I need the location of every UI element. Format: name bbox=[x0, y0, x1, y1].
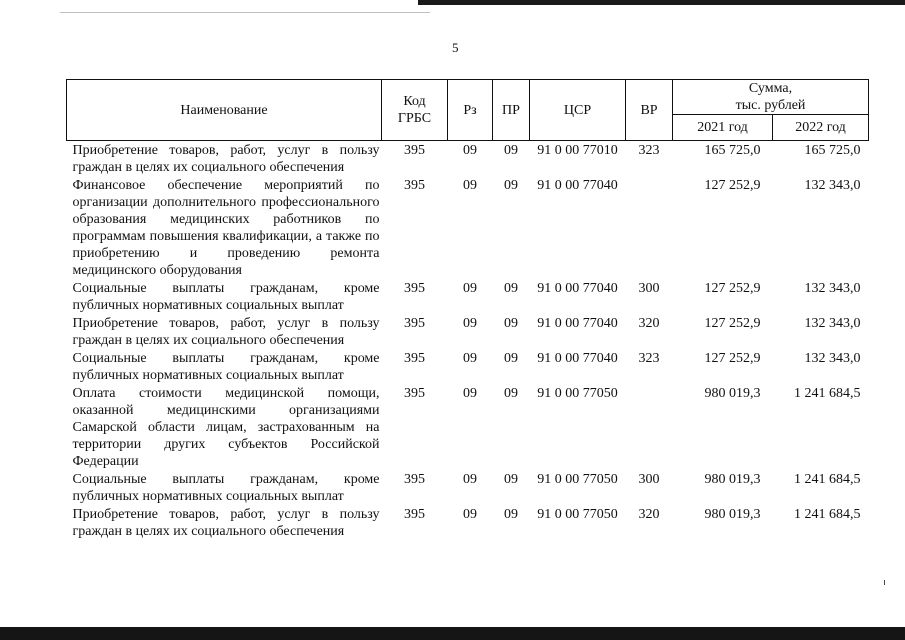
cell-csr: 91 0 00 77010 bbox=[537, 143, 618, 158]
scan-edge-top bbox=[418, 0, 905, 5]
cell-vr bbox=[626, 176, 673, 279]
page-number: 5 bbox=[452, 40, 459, 55]
cell-sum-2021: 165 725,0 bbox=[704, 143, 761, 158]
cell-rz: 09 bbox=[463, 351, 477, 366]
cell-vr: 323 bbox=[638, 351, 660, 366]
table-body bbox=[67, 141, 869, 541]
header-code bbox=[382, 80, 448, 141]
cell-csr: 91 0 00 77040 bbox=[537, 316, 618, 331]
cell-rz: 09 bbox=[463, 386, 477, 401]
cell-code-grbs: 395 bbox=[404, 281, 425, 296]
header-sum-line1: Сумма, bbox=[748, 81, 793, 96]
header-pr: ПР bbox=[493, 80, 530, 141]
table-row bbox=[67, 141, 869, 177]
cell-pr: 09 bbox=[504, 143, 518, 158]
cell-pr: 09 bbox=[504, 351, 518, 366]
cell-code-grbs: 395 bbox=[404, 507, 425, 522]
table-row bbox=[67, 470, 869, 505]
cell-csr: 91 0 00 77040 bbox=[537, 178, 618, 193]
header-code-line1: Код bbox=[403, 94, 426, 109]
scan-edge-bottom bbox=[0, 627, 905, 640]
header-year-2022: 2022 год bbox=[773, 115, 869, 141]
cell-name: Социальные выплаты гражданам, кроме публичных нормативных социальных выплат bbox=[72, 351, 380, 383]
cell-name: Приобретение товаров, работ, услуг в пользу граждан в целях их социального обеспечения bbox=[72, 507, 380, 539]
cell-code-grbs: 395 bbox=[404, 143, 425, 158]
cell-pr: 09 bbox=[504, 507, 518, 522]
budget-table bbox=[66, 79, 869, 540]
cell-csr: 91 0 00 77050 bbox=[537, 472, 618, 487]
table-header bbox=[67, 80, 869, 141]
cell-vr: 300 bbox=[638, 472, 660, 487]
scan-mark bbox=[884, 580, 885, 585]
cell-sum-2022: 132 343,0 bbox=[804, 178, 861, 193]
cell-vr: 320 bbox=[638, 507, 660, 522]
cell-rz: 09 bbox=[463, 507, 477, 522]
cell-rz: 09 bbox=[463, 316, 477, 331]
cell-csr: 91 0 00 77040 bbox=[537, 281, 618, 296]
cell-sum-2022: 1 241 684,5 bbox=[794, 472, 861, 487]
cell-name: Финансовое обеспечение мероприятий по организации дополнительного профессионального образования медицинских работников по программам повышения квалификации, а также по приобретению и проведению ремонта медицинского оборудования bbox=[72, 178, 380, 278]
cell-csr: 91 0 00 77050 bbox=[537, 507, 618, 522]
table-row bbox=[67, 349, 869, 384]
cell-pr: 09 bbox=[504, 472, 518, 487]
cell-rz: 09 bbox=[463, 143, 477, 158]
cell-sum-2021: 980 019,3 bbox=[704, 507, 761, 522]
cell-sum-2022: 1 241 684,5 bbox=[794, 507, 861, 522]
cell-vr: 320 bbox=[638, 316, 660, 331]
cell-sum-2022: 132 343,0 bbox=[804, 351, 861, 366]
cell-sum-2022: 132 343,0 bbox=[804, 316, 861, 331]
header-code-line2: ГРБС bbox=[397, 111, 432, 126]
cell-vr: 323 bbox=[638, 143, 660, 158]
cell-code-grbs: 395 bbox=[404, 316, 425, 331]
table-row bbox=[67, 384, 869, 470]
cell-sum-2021: 127 252,9 bbox=[704, 351, 761, 366]
cell-pr: 09 bbox=[504, 316, 518, 331]
cell-sum-2021: 127 252,9 bbox=[704, 281, 761, 296]
cell-csr: 91 0 00 77050 bbox=[537, 386, 618, 401]
cell-sum-2021: 980 019,3 bbox=[704, 386, 761, 401]
cell-sum-2021: 127 252,9 bbox=[704, 178, 761, 193]
cell-code-grbs: 395 bbox=[404, 386, 425, 401]
cell-pr: 09 bbox=[504, 281, 518, 296]
scan-line-top bbox=[60, 12, 430, 13]
cell-csr: 91 0 00 77040 bbox=[537, 351, 618, 366]
cell-name: Приобретение товаров, работ, услуг в пользу граждан в целях их социального обеспечения bbox=[72, 316, 380, 348]
header-vr: ВР bbox=[626, 80, 673, 141]
header-year-2021: 2021 год bbox=[673, 115, 773, 141]
cell-code-grbs: 395 bbox=[404, 351, 425, 366]
cell-vr: 300 bbox=[638, 281, 660, 296]
cell-sum-2021: 127 252,9 bbox=[704, 316, 761, 331]
cell-name: Приобретение товаров, работ, услуг в пользу граждан в целях их социального обеспечения bbox=[72, 143, 380, 175]
cell-sum-2022: 165 725,0 bbox=[804, 143, 861, 158]
header-sum bbox=[673, 80, 869, 115]
header-csr: ЦСР bbox=[530, 80, 626, 141]
cell-name: Социальные выплаты гражданам, кроме публичных нормативных социальных выплат bbox=[72, 281, 380, 313]
header-rz: Рз bbox=[448, 80, 493, 141]
cell-rz: 09 bbox=[463, 472, 477, 487]
cell-name: Социальные выплаты гражданам, кроме публичных нормативных социальных выплат bbox=[72, 472, 380, 504]
cell-rz: 09 bbox=[463, 281, 477, 296]
table-row bbox=[67, 314, 869, 349]
cell-vr bbox=[626, 384, 673, 470]
cell-name: Оплата стоимости медицинской помощи, оказанной медицинскими организациями Самарской области лицам, застрахованным на территории других субъектов Российской Федерации bbox=[72, 386, 380, 469]
table-row bbox=[67, 176, 869, 279]
cell-pr: 09 bbox=[504, 386, 518, 401]
table-row bbox=[67, 279, 869, 314]
table-row bbox=[67, 505, 869, 540]
cell-pr: 09 bbox=[504, 178, 518, 193]
header-sum-line2: тыс. рублей bbox=[735, 98, 806, 113]
cell-sum-2021: 980 019,3 bbox=[704, 472, 761, 487]
cell-code-grbs: 395 bbox=[404, 472, 425, 487]
header-name: Наименование bbox=[67, 80, 382, 141]
cell-sum-2022: 132 343,0 bbox=[804, 281, 861, 296]
cell-code-grbs: 395 bbox=[404, 178, 425, 193]
cell-sum-2022: 1 241 684,5 bbox=[794, 386, 861, 401]
cell-rz: 09 bbox=[463, 178, 477, 193]
